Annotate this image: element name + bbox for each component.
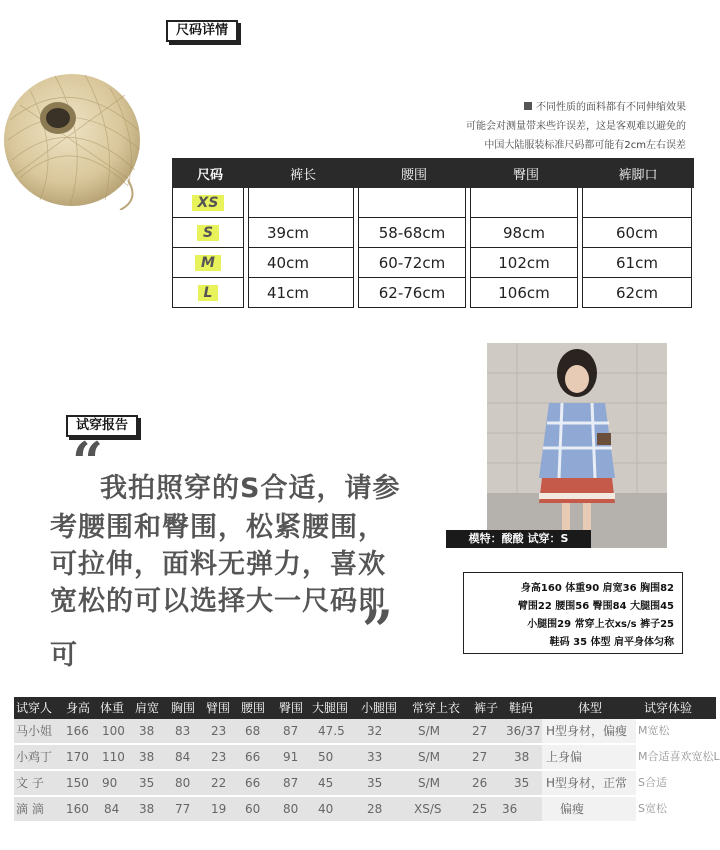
table-cell: 47.5	[318, 724, 345, 738]
table-cell: 36/37	[506, 724, 541, 738]
trial-header-cell: 试穿人	[16, 701, 53, 715]
table-cell: 166	[66, 724, 89, 738]
header-size: 尺码	[196, 167, 223, 183]
table-cell: 滴 滴	[16, 802, 44, 816]
table-row	[14, 719, 716, 745]
table-cell: 23	[211, 750, 227, 764]
trial-header-cell: 小腿围	[361, 701, 398, 715]
quote-open-mark: “	[72, 430, 104, 494]
table-cell: S宽松	[638, 802, 667, 815]
table-cell: 40	[318, 802, 334, 816]
header-length: 裤长	[289, 167, 316, 183]
table-cell: 160	[66, 802, 89, 816]
square-bullet-icon	[524, 102, 532, 110]
table-cell: 87	[283, 776, 299, 790]
header-waist: 腰围	[400, 167, 427, 183]
photo-caption: 模特：酸酸 试穿：S	[446, 530, 591, 548]
trial-header-cell: 肩宽	[135, 701, 160, 715]
size-table	[172, 158, 694, 308]
trial-header-cell: 大腿围	[312, 701, 349, 715]
table-cell: 马小姐	[16, 724, 53, 738]
table-cell: 38	[514, 750, 530, 764]
table-cell: 110	[102, 750, 125, 764]
table-cell: 68	[245, 724, 261, 738]
size-cell: 41cm	[248, 278, 354, 308]
size-cell: 106cm	[470, 278, 578, 308]
table-cell: 小鸡丁	[16, 750, 53, 764]
table-cell: 38	[139, 750, 155, 764]
trial-header-cell: 体重	[100, 701, 125, 715]
trial-header-cell: 试穿体验	[644, 701, 693, 715]
table-cell: 60	[245, 802, 261, 816]
table-cell: 23	[211, 724, 227, 738]
table-cell: 35	[367, 776, 383, 790]
size-note-1-text: 不同性质的面料都有不同伸缩效果	[536, 102, 686, 113]
table-cell: M宽松	[638, 724, 670, 737]
size-cell	[582, 188, 692, 218]
trial-header-cell: 体型	[578, 701, 603, 715]
table-cell: 80	[283, 802, 299, 816]
table-cell: 25	[472, 802, 488, 816]
table-cell: 87	[283, 724, 299, 738]
table-cell: 170	[66, 750, 89, 764]
table-cell: 22	[211, 776, 227, 790]
size-row-xs	[172, 188, 694, 218]
size-cell: 62-76cm	[358, 278, 466, 308]
trial-table-header	[14, 697, 716, 719]
table-cell: 84	[104, 802, 120, 816]
size-table-header	[172, 158, 694, 188]
table-cell: 38	[139, 724, 155, 738]
trial-header-cell: 鞋码	[509, 701, 534, 715]
table-cell: S/M	[418, 776, 441, 790]
size-cell: 40cm	[248, 248, 354, 278]
model-line-4: 鞋码 35 体型 肩平身体匀称	[549, 637, 674, 648]
size-cell: 58-68cm	[358, 218, 466, 248]
model-photo	[487, 343, 667, 548]
size-note-1	[524, 98, 686, 113]
table-cell: 35	[514, 776, 530, 790]
table-cell: S/M	[418, 750, 441, 764]
table-cell: 77	[175, 802, 191, 816]
table-cell: 91	[283, 750, 299, 764]
table-row	[14, 771, 716, 797]
trial-header-cell: 腰围	[241, 701, 266, 715]
trial-table	[14, 697, 720, 823]
size-cell: 39cm	[248, 218, 354, 248]
table-cell: 28	[367, 802, 383, 816]
trial-section-label: 试穿报告	[66, 415, 138, 437]
table-cell: 36	[502, 802, 518, 816]
table-cell: 150	[66, 776, 89, 790]
quote-line-2: 考腰围和臀围，松紧腰围，	[50, 512, 386, 543]
table-cell: 文 子	[16, 776, 44, 790]
table-row	[14, 745, 720, 771]
model-measurements-card	[463, 572, 683, 654]
model-line-2: 臂围22 腰围56 臀围84 大腿围45	[517, 601, 674, 612]
table-cell: 偏瘦	[560, 802, 585, 816]
size-cell: 61cm	[582, 248, 692, 278]
table-cell: 35	[139, 776, 155, 790]
trial-header-cell: 身高	[66, 701, 91, 715]
table-cell: 100	[102, 724, 125, 738]
table-cell: 33	[367, 750, 383, 764]
table-cell: 50	[318, 750, 334, 764]
table-cell: 84	[175, 750, 191, 764]
model-line-1: 身高160 体重90 肩宽36 胸围82	[520, 583, 674, 594]
size-cell: 98cm	[470, 218, 578, 248]
table-cell: 19	[211, 802, 227, 816]
size-cell	[358, 188, 466, 218]
table-cell: 90	[102, 776, 118, 790]
table-cell: H型身材，正常	[546, 776, 628, 790]
size-row-m	[172, 248, 694, 278]
table-cell: 32	[367, 724, 383, 738]
quote-line-4: 宽松的可以选择大一尺码即	[50, 586, 386, 617]
table-cell: S合适	[638, 776, 667, 789]
trial-header-cell: 胸围	[171, 701, 196, 715]
size-note-3: 中国大陆服装标准尺码都可能有2cm左右误差	[484, 140, 686, 151]
table-cell: 66	[245, 776, 261, 790]
table-cell: 27	[472, 724, 488, 738]
trial-header-cell: 臀围	[279, 701, 304, 715]
size-cell: 102cm	[470, 248, 578, 278]
table-cell: 45	[318, 776, 334, 790]
quote-line-3: 可拉伸，面料无弹力，喜欢	[50, 549, 386, 580]
table-cell: 27	[472, 750, 488, 764]
table-cell: H型身材，偏瘦	[546, 724, 628, 738]
size-cell	[470, 188, 578, 218]
trial-header-cell: 臂围	[206, 701, 231, 715]
size-row-l	[172, 278, 694, 308]
table-cell: M合适喜欢宽松L	[638, 750, 720, 763]
size-row-s	[172, 218, 694, 248]
size-tag-s: S	[197, 225, 219, 241]
header-hip: 臀围	[512, 167, 539, 183]
table-cell: 83	[175, 724, 191, 738]
quote-line-1: 我拍照穿的S合适，请参	[100, 473, 401, 504]
trial-header-cell: 裤子	[474, 701, 499, 715]
size-cell: 60-72cm	[358, 248, 466, 278]
table-cell: XS/S	[414, 802, 442, 816]
size-note-2: 可能会对测量带来些许误差，这是客观难以避免的	[466, 121, 686, 132]
size-cell: 60cm	[582, 218, 692, 248]
table-cell: S/M	[418, 724, 441, 738]
quote-close-mark: ”	[362, 598, 394, 662]
model-line-3: 小腿围29 常穿上衣xs/s 裤子25	[527, 619, 674, 630]
table-cell: 26	[472, 776, 488, 790]
size-cell: 62cm	[582, 278, 692, 308]
header-hem: 裤脚口	[618, 167, 658, 183]
size-section-label: 尺码详情	[166, 20, 238, 42]
trial-header-cell: 常穿上衣	[412, 701, 461, 715]
size-tag-xs: XS	[192, 195, 225, 211]
yarn-ball-image	[0, 60, 150, 210]
size-tag-m: M	[195, 255, 221, 271]
size-cell	[248, 188, 354, 218]
table-cell: 38	[139, 802, 155, 816]
table-cell: 上身偏	[546, 750, 583, 764]
quote-line-5: 可	[50, 640, 78, 671]
size-tag-l: L	[198, 285, 219, 301]
table-cell: 80	[175, 776, 191, 790]
table-row	[14, 797, 716, 823]
table-cell: 66	[245, 750, 261, 764]
